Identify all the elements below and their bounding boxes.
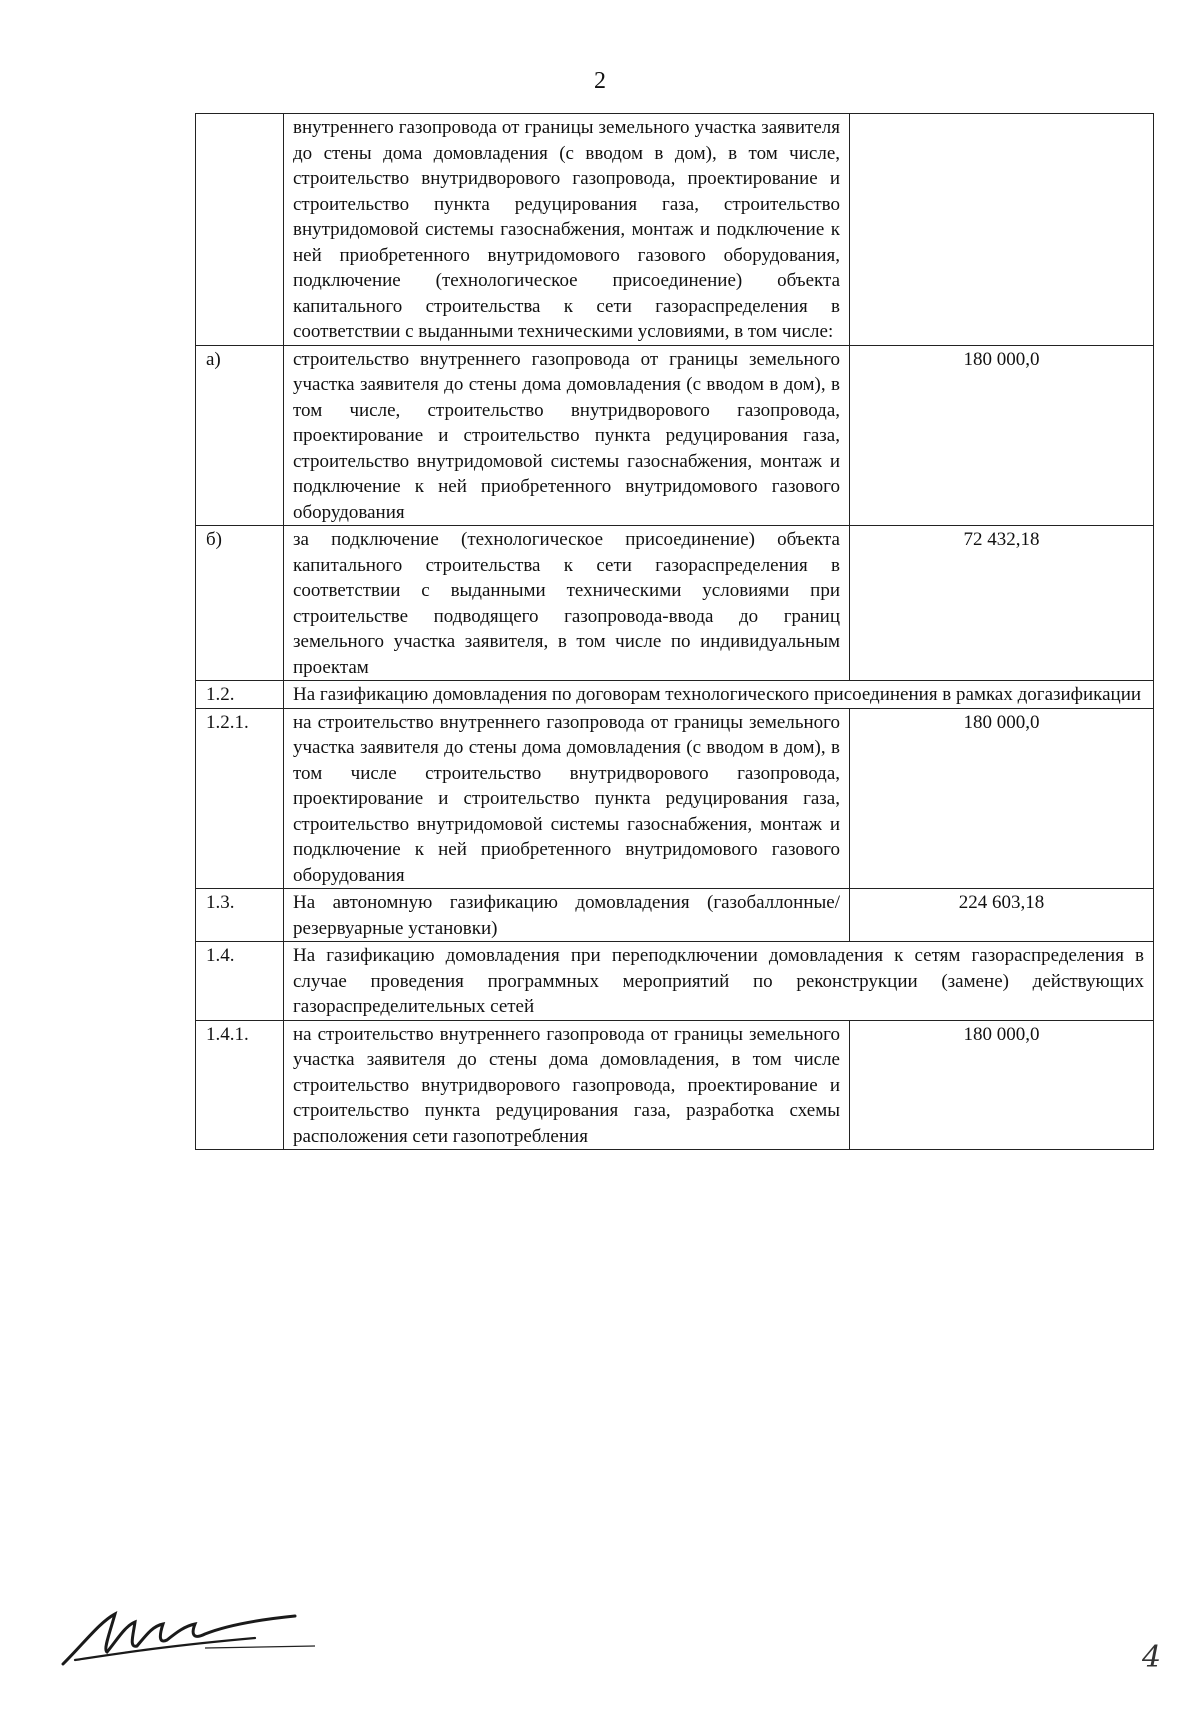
row-number: 1.4.1.: [196, 1020, 284, 1150]
row-amount: 180 000,0: [850, 345, 1154, 526]
page-number: 2: [594, 68, 606, 94]
table-row: [196, 889, 1154, 942]
row-number: 1.3.: [196, 889, 284, 942]
row-description: на строительство внутреннего газопровода от границы земельного участка заявителя до стены дома домовладения (с вводом в дом), в том числе строительство внутридворового газопровода, проектирование и строительство пункта редуцирования газа, строительство внутридомовой системы газоснабжения, монтаж и подключение к ней приобретенного внутридомового газового оборудования: [284, 708, 850, 889]
row-amount: 180 000,0: [850, 708, 1154, 889]
row-number: б): [196, 526, 284, 681]
table-row: [196, 114, 1154, 346]
handwritten-mark: 4: [1142, 1640, 1162, 1675]
row-number: 1.4.: [196, 942, 284, 1021]
row-number: [196, 114, 284, 346]
row-amount: 180 000,0: [850, 1020, 1154, 1150]
table-row: [196, 681, 1154, 709]
row-amount: [850, 114, 1154, 346]
row-description: На газификацию домовладения при переподключении домовладения к сетям газораспределения в случае проведения программных мероприятий по реконструкции (замене) действующих газораспределительных сетей: [284, 942, 1154, 1021]
row-description: за подключение (технологическое присоединение) объекта капитального строительства к сети газораспределения в соответствии с выданными техническими условиями при строительстве подводящего газопровода-ввода до границ земельного участка заявителя, в том числе по индивидуальным проектам: [284, 526, 850, 681]
row-description: На автономную газификацию домовладения (газобаллонные/резервуарные установки): [284, 889, 850, 942]
row-description: строительство внутреннего газопровода от границы земельного участка заявителя до стены дома домовладения (с вводом в дом), в том числе, строительство внутридворового газопровода, проектирование и строительство пункта редуцирования газа, строительство внутридомовой системы газоснабжения, монтаж и подключение к ней приобретенного внутридомового газового оборудования: [284, 345, 850, 526]
table-row: [196, 526, 1154, 681]
row-amount: 224 603,18: [850, 889, 1154, 942]
row-description: внутреннего газопровода от границы земельного участка заявителя до стены дома домовладения (с вводом в дом), в том числе, строительство внутридворового газопровода, проектирование и строительство пункта редуцирования газа, строительство внутридомовой системы газоснабжения, монтаж и подключение к ней приобретенного внутридомового газового оборудования, подключение (технологическое присоединение) объекта капитального строительства к сети газораспределения в соответствии с выданными техническими условиями, в том числе:: [284, 114, 850, 346]
tariff-table: [195, 113, 1154, 1150]
row-number: а): [196, 345, 284, 526]
row-description: На газификацию домовладения по договорам технологического присоединения в рамках догазификации: [284, 681, 1154, 709]
signature: [55, 1602, 355, 1672]
row-description: на строительство внутреннего газопровода от границы земельного участка заявителя до стены дома домовладения, в том числе строительство внутридворового газопровода, проектирование и строительство пункта редуцирования газа, разработка схемы расположения сети газопотребления: [284, 1020, 850, 1150]
row-number: 1.2.: [196, 681, 284, 709]
table-row: [196, 942, 1154, 1021]
row-amount: 72 432,18: [850, 526, 1154, 681]
row-number: 1.2.1.: [196, 708, 284, 889]
table-row: [196, 1020, 1154, 1150]
table-row: [196, 345, 1154, 526]
table-row: [196, 708, 1154, 889]
